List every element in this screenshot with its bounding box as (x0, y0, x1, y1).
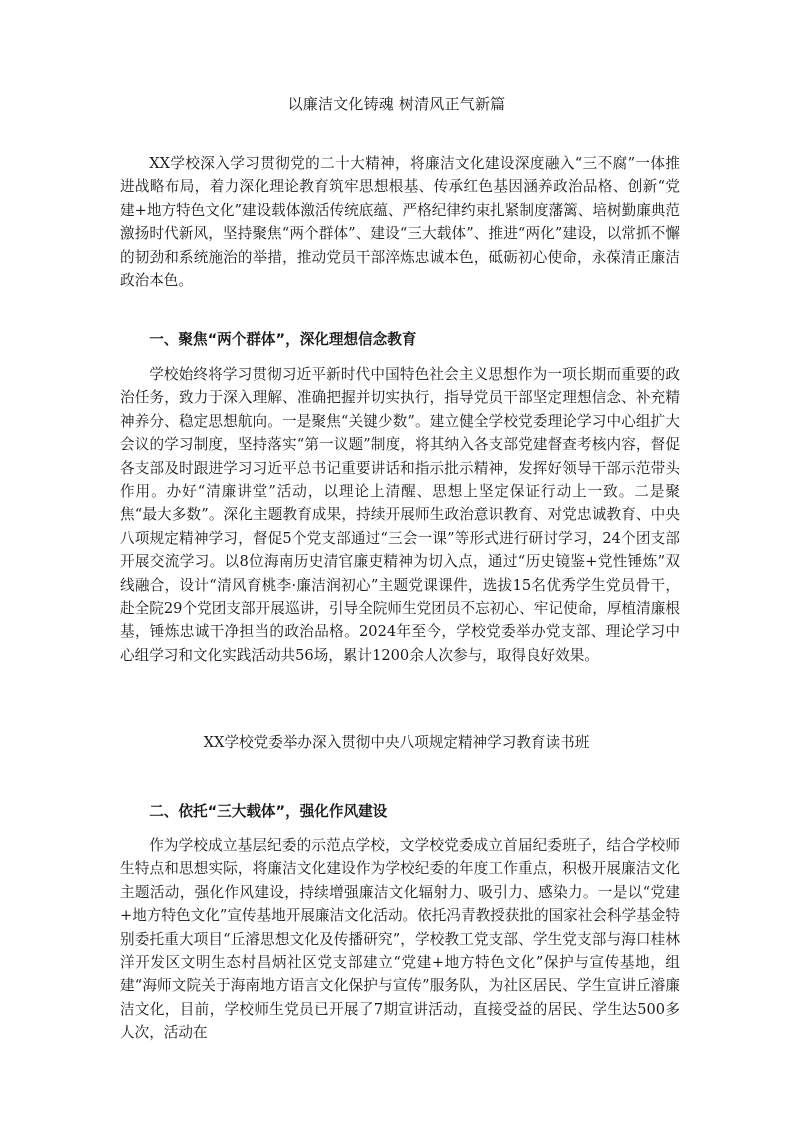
document-title: 以廉洁文化铸魂 树清风正气新篇 (287, 95, 506, 113)
section-1-heading: 一、聚焦“两个群体”，深化理想信念教育 (149, 331, 417, 348)
section-2-paragraph: 作为学校成立基层纪委的示范点学校，文学校党委成立首届纪委班子，结合学校师生特点和思想实际，将廉洁文化建设作为学校纪委的年度工作重点，积极开展廉洁文化主题活动，强化作风建设，持续增强廉洁文化辐射力、吸引力、感染力。一是以“党建+地方特色文化”宣传基地开展廉洁文化活动。依托冯青教授获批的国家社会科学基金特别委托重大项目“丘濬思想文化及传播研究”，学校教工党支部、学生党支部与海口桂林洋开发区文明生态村昌炳社区党支部建立“党建+地方特色文化”保护与宣传基地，组建“海师文院关于海南地方语言文化保护与宣传”服务队，为社区居民、学生宣讲丘濬廉洁文化，目前，学校师生党员已开展了7期宣讲活动，直接受益的居民、学生达500多人次，活动在 (120, 837, 680, 1042)
section-2-heading: 二、依托“三大载体”，强化作风建设 (149, 803, 388, 820)
section-1-paragraph: 学校始终将学习贯彻习近平新时代中国特色社会主义思想作为一项长期而重要的政治任务，致力于深入理解、准确把握并切实执行，指导党员干部坚定理想信念、补充精神养分、稳定思想航向。一是聚焦“关键少数”。建立健全学校党委理论学习中心组扩大会议的学习制度，坚持落实“第一议题”制度，将其纳入各支部党建督查考核内容，督促各支部及时跟进学习习近平总书记重要讲话和指示批示精神，发挥好领导干部示范带头作用。办好“清廉讲堂”活动，以理论上清醒、思想上坚定保证行动上一致。二是聚焦“最大多数”。深化主题教育成果，持续开展师生政治意识教育、对党忠诚教育、中央八项规定精神学习，督促5个党支部通过“三会一课”等形式进行研讨学习，24个团支部开展交流学习。以8位海南历史清官廉吏精神为切入点，通过“历史镜鉴+党性锤炼”双线融合，设计“清风育桃李·廉洁润初心”主题党课课件，选拔15名优秀学生党员骨干，赴全院29个党团支部开展巡讲，引导全院师生党团员不忘初心、牢记使命，厚植清廉根基，锤炼忠诚干净担当的政治品格。2024年至今，学校党委举办党支部、理论学习中心组学习和文化实践活动共56场，累计1200余人次参与，取得良好效果。 (120, 366, 680, 664)
image-caption: XX学校党委举办深入贯彻中央八项规定精神学习教育读书班 (203, 734, 590, 751)
intro-paragraph: XX学校深入学习贯彻党的二十大精神，将廉洁文化建设深度融入“三不腐”一体推进战略布局，着力深化理论教育筑牢思想根基、传承红色基因涵养政治品格、创新“党建+地方特色文化”建设载体激活传统底蕴、严格纪律约束扎紧制度藩篱、培树勤廉典范激扬时代新风，坚持聚焦“两个群体”、建设“三大载体”、推进“两化”建设，以常抓不懈的韧劲和系统施治的举措，推动党员干部淬炼忠诚本色，砥砺初心使命，永葆清正廉洁政治本色。 (120, 155, 680, 290)
